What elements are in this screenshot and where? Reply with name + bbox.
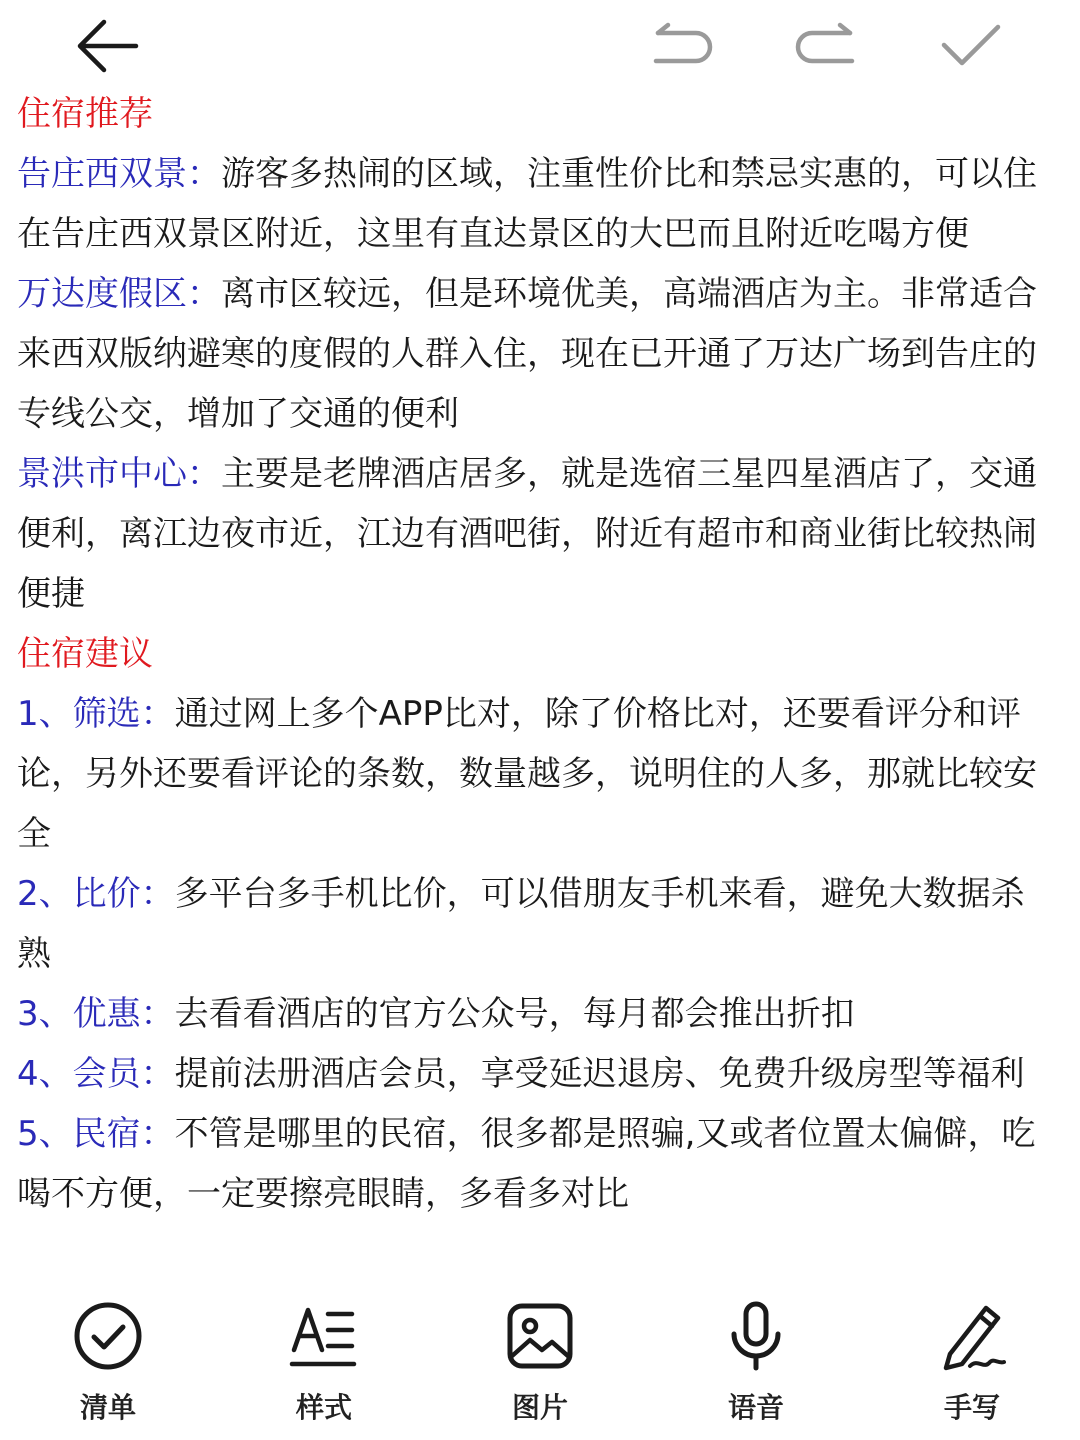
redo-icon bbox=[790, 21, 860, 71]
item-text: 游客多热闹的区域，注重性价比和禁忌实惠的，可以住在告庄西双景区附近，这里有直达景区的大巴而且附近吃喝方便 bbox=[17, 154, 1037, 254]
item-text: 通过网上多个APP比对，除了价格比对，还要看评分和评论，另外还要看评论的条数，数量越多，说明住的人多，那就比较安全 bbox=[17, 694, 1037, 854]
section-heading-accommodation-advice: 住宿建议 bbox=[17, 634, 153, 674]
item-text: 多平台多手机比价，可以借朋友手机来看，避免大数据杀熟 bbox=[17, 874, 1025, 974]
image-button[interactable] bbox=[470, 1300, 610, 1430]
confirm-button[interactable] bbox=[936, 14, 1006, 78]
checkmark-icon bbox=[938, 21, 1004, 71]
item-label: 1、筛选： bbox=[17, 694, 175, 734]
bottom-bar-label: 图片 bbox=[511, 1391, 568, 1424]
item-label: 景洪市中心： bbox=[17, 454, 221, 494]
item-text: 提前法册酒店会员，享受延迟退房、免费升级房型等福利 bbox=[174, 1054, 1025, 1094]
undo-button[interactable] bbox=[648, 14, 718, 78]
paragraph-item bbox=[17, 444, 1057, 624]
paragraph-item bbox=[17, 684, 1057, 864]
undo-icon bbox=[648, 21, 718, 71]
bottom-bar-label: 语音 bbox=[727, 1391, 784, 1424]
item-text: 去看看酒店的官方公众号，每月都会推出折扣 bbox=[174, 994, 855, 1034]
paragraph-item bbox=[17, 864, 1057, 984]
microphone-icon bbox=[720, 1300, 792, 1372]
bottom-toolbar bbox=[0, 1290, 1080, 1440]
redo-button[interactable] bbox=[790, 14, 860, 78]
voice-button[interactable] bbox=[686, 1300, 826, 1430]
item-label: 万达度假区： bbox=[17, 274, 221, 314]
pen-handwriting-icon bbox=[936, 1300, 1008, 1372]
note-editor[interactable] bbox=[17, 84, 1057, 1224]
style-button[interactable] bbox=[254, 1300, 394, 1430]
item-text: 主要是老牌酒店居多，就是选宿三星四星酒店了，交通便利，离江边夜市近，江边有酒吧街，附近有超市和商业街比较热闹便捷 bbox=[17, 454, 1037, 614]
paragraph-item bbox=[17, 984, 1057, 1044]
paragraph-item bbox=[17, 1044, 1057, 1104]
text-style-icon bbox=[288, 1300, 360, 1372]
bottom-bar-label: 样式 bbox=[295, 1391, 352, 1424]
handwriting-button[interactable] bbox=[902, 1300, 1042, 1430]
item-label: 5、民宿： bbox=[17, 1114, 175, 1154]
top-toolbar bbox=[0, 0, 1080, 90]
item-label: 3、优惠： bbox=[17, 994, 175, 1034]
bottom-bar-label: 手写 bbox=[943, 1391, 1000, 1424]
paragraph-item bbox=[17, 1104, 1057, 1224]
checklist-circle-icon bbox=[72, 1300, 144, 1372]
item-text: 离市区较远，但是环境优美，高端酒店为主。非常适合来西双版纳避寒的度假的人群入住，现在已开通了万达广场到告庄的专线公交，增加了交通的便利 bbox=[17, 274, 1037, 434]
paragraph-item bbox=[17, 264, 1057, 444]
item-text: 不管是哪里的民宿，很多都是照骗,又或者位置太偏僻，吃喝不方便，一定要擦亮眼睛，多看多对比 bbox=[17, 1114, 1036, 1214]
item-label: 4、会员： bbox=[17, 1054, 175, 1094]
item-label: 告庄西双景： bbox=[17, 154, 221, 194]
bottom-bar-label: 清单 bbox=[79, 1391, 136, 1424]
arrow-left-icon bbox=[74, 16, 140, 76]
image-icon bbox=[504, 1300, 576, 1372]
item-label: 2、比价： bbox=[17, 874, 175, 914]
checklist-button[interactable] bbox=[38, 1300, 178, 1430]
back-button[interactable] bbox=[72, 14, 142, 78]
paragraph-item bbox=[17, 144, 1057, 264]
section-heading-accommodation-recommend: 住宿推荐 bbox=[17, 94, 153, 134]
